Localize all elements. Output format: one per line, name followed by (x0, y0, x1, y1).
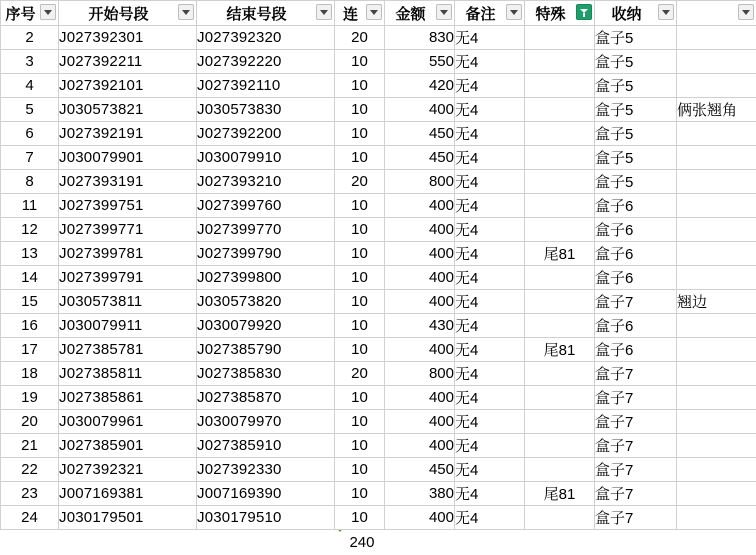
cell-storage[interactable]: 盒子5 (595, 50, 677, 74)
cell-special[interactable] (525, 266, 595, 290)
cell-special[interactable]: 尾81 (525, 242, 595, 266)
cell-seq[interactable]: 19 (1, 386, 59, 410)
cell-note[interactable]: 无4 (455, 434, 525, 458)
cell-count[interactable]: 10 (335, 434, 385, 458)
column-header-9[interactable] (677, 1, 756, 26)
cell-seq[interactable]: 6 (1, 122, 59, 146)
cell-start-range[interactable]: J027392301 (59, 26, 197, 50)
table-row[interactable] (1, 50, 756, 74)
table-row[interactable] (1, 146, 756, 170)
cell-end-range[interactable]: J007169390 (197, 482, 335, 506)
cell-amount[interactable]: 430 (385, 314, 455, 338)
table-row[interactable] (1, 170, 756, 194)
cell-count[interactable]: 10 (335, 146, 385, 170)
chevron-down-icon (320, 10, 328, 15)
cell-seq[interactable]: 20 (1, 410, 59, 434)
cell-special[interactable] (525, 386, 595, 410)
cell-start-range[interactable]: J027393191 (59, 170, 197, 194)
cell-start-range[interactable]: J027392101 (59, 74, 197, 98)
cell-count[interactable]: 10 (335, 506, 385, 530)
cell-count[interactable]: 10 (335, 218, 385, 242)
table-row[interactable] (1, 290, 756, 314)
cell-count[interactable]: 10 (335, 482, 385, 506)
cell-end-range[interactable]: J027393210 (197, 170, 335, 194)
cell-note[interactable]: 无4 (455, 410, 525, 434)
cell-seq[interactable]: 24 (1, 506, 59, 530)
table-row[interactable] (1, 314, 756, 338)
cell-seq[interactable]: 8 (1, 170, 59, 194)
cell-start-range[interactable]: J030079961 (59, 410, 197, 434)
cell-amount[interactable]: 400 (385, 386, 455, 410)
table-row[interactable] (1, 74, 756, 98)
chevron-down-icon (44, 10, 52, 15)
table-row[interactable] (1, 458, 756, 482)
cell-count[interactable]: 10 (335, 242, 385, 266)
cell-extra[interactable] (677, 146, 756, 170)
cell-end-range[interactable]: J027385830 (197, 362, 335, 386)
chevron-down-icon (440, 10, 448, 15)
cell-end-range[interactable]: J030079910 (197, 146, 335, 170)
cell-storage[interactable]: 盒子6 (595, 242, 677, 266)
cell-storage[interactable]: 盒子7 (595, 458, 677, 482)
cell-extra[interactable] (677, 338, 756, 362)
cell-note[interactable]: 无4 (455, 26, 525, 50)
cell-note[interactable]: 无4 (455, 458, 525, 482)
table-row[interactable] (1, 122, 756, 146)
table-body (1, 1, 756, 555)
cell-count[interactable]: 10 (335, 410, 385, 434)
cell-seq[interactable]: 5 (1, 98, 59, 122)
cell-amount[interactable]: 380 (385, 482, 455, 506)
cell-extra[interactable] (677, 26, 756, 50)
cell-storage[interactable]: 盒子5 (595, 26, 677, 50)
cell-start-range[interactable]: J030573811 (59, 290, 197, 314)
filter-dropdown-icon[interactable] (506, 4, 522, 20)
total-count-cell[interactable]: 240 (335, 530, 385, 555)
cell-storage[interactable]: 盒子6 (595, 194, 677, 218)
table-row[interactable] (1, 434, 756, 458)
cell-amount[interactable]: 450 (385, 146, 455, 170)
cell-start-range[interactable]: J027399791 (59, 266, 197, 290)
cell-end-range[interactable]: J027399800 (197, 266, 335, 290)
cell-note[interactable]: 无4 (455, 218, 525, 242)
table-row[interactable] (1, 242, 756, 266)
cell-special[interactable] (525, 506, 595, 530)
cell-start-range[interactable]: J030079901 (59, 146, 197, 170)
cell-note[interactable]: 无4 (455, 74, 525, 98)
cell-end-range[interactable]: J030079920 (197, 314, 335, 338)
column-header-6[interactable] (455, 1, 525, 26)
cell-note[interactable]: 无4 (455, 506, 525, 530)
column-header-label: 开始号段 (88, 3, 148, 24)
cell-count[interactable]: 20 (335, 170, 385, 194)
filter-dropdown-icon[interactable] (658, 4, 674, 20)
cell-special[interactable] (525, 362, 595, 386)
cell-amount[interactable]: 800 (385, 170, 455, 194)
total-row (1, 530, 756, 555)
cell-extra[interactable] (677, 266, 756, 290)
column-header-4[interactable] (335, 1, 385, 26)
filter-dropdown-icon[interactable] (436, 4, 452, 20)
column-header-label: 备注 (465, 3, 495, 24)
cell-count[interactable]: 10 (335, 386, 385, 410)
total-row-empty-cell (59, 530, 197, 555)
cell-amount[interactable]: 420 (385, 74, 455, 98)
cell-special[interactable] (525, 122, 595, 146)
table-row[interactable] (1, 506, 756, 530)
cell-extra[interactable] (677, 362, 756, 386)
cell-special[interactable] (525, 98, 595, 122)
cell-amount[interactable]: 400 (385, 218, 455, 242)
column-header-5[interactable] (385, 1, 455, 26)
cell-extra[interactable] (677, 482, 756, 506)
cell-seq[interactable]: 23 (1, 482, 59, 506)
cell-special[interactable] (525, 194, 595, 218)
column-header-label: 连 (343, 3, 358, 24)
cell-end-range[interactable]: J027399790 (197, 242, 335, 266)
cell-note[interactable]: 无4 (455, 338, 525, 362)
cell-storage[interactable]: 盒子7 (595, 482, 677, 506)
filter-dropdown-icon[interactable] (316, 4, 332, 20)
cell-count[interactable]: 10 (335, 266, 385, 290)
cell-storage[interactable]: 盒子7 (595, 506, 677, 530)
cell-extra[interactable] (677, 434, 756, 458)
cell-extra[interactable] (677, 314, 756, 338)
cell-extra[interactable] (677, 506, 756, 530)
total-row-empty-cell (525, 530, 595, 555)
cell-seq[interactable]: 11 (1, 194, 59, 218)
cell-end-range[interactable]: J030179510 (197, 506, 335, 530)
cell-note[interactable]: 无4 (455, 242, 525, 266)
table-row[interactable] (1, 482, 756, 506)
cell-end-range[interactable]: J027385870 (197, 386, 335, 410)
cell-seq[interactable]: 3 (1, 50, 59, 74)
cell-seq[interactable]: 12 (1, 218, 59, 242)
cell-start-range[interactable]: J027385781 (59, 338, 197, 362)
cell-storage[interactable]: 盒子6 (595, 218, 677, 242)
chevron-down-icon (370, 10, 378, 15)
cell-storage[interactable]: 盒子7 (595, 434, 677, 458)
total-row-empty-cell (455, 530, 525, 555)
filter-dropdown-icon[interactable] (40, 4, 56, 20)
cell-end-range[interactable]: J027392110 (197, 74, 335, 98)
cell-special[interactable] (525, 26, 595, 50)
cell-extra[interactable] (677, 458, 756, 482)
cell-amount[interactable]: 550 (385, 50, 455, 74)
column-header-label: 序号 (5, 3, 35, 24)
cell-end-range[interactable]: J030573820 (197, 290, 335, 314)
cell-end-range[interactable]: J027385790 (197, 338, 335, 362)
cell-end-range[interactable]: J027392220 (197, 50, 335, 74)
table-row[interactable] (1, 26, 756, 50)
table-row[interactable] (1, 98, 756, 122)
cell-note[interactable]: 无4 (455, 50, 525, 74)
column-header-label: 金额 (395, 3, 425, 24)
cell-count[interactable]: 10 (335, 314, 385, 338)
cell-seq[interactable]: 2 (1, 26, 59, 50)
cell-amount[interactable]: 450 (385, 458, 455, 482)
cell-extra[interactable] (677, 194, 756, 218)
cell-start-range[interactable]: J027399751 (59, 194, 197, 218)
table-row[interactable] (1, 266, 756, 290)
cell-storage[interactable]: 盒子6 (595, 338, 677, 362)
cell-end-range[interactable]: J030573830 (197, 98, 335, 122)
filter-dropdown-icon[interactable] (178, 4, 194, 20)
cell-amount[interactable]: 400 (385, 506, 455, 530)
cell-extra[interactable]: 翘边 (677, 290, 756, 314)
cell-storage[interactable]: 盒子6 (595, 266, 677, 290)
cell-extra[interactable] (677, 170, 756, 194)
total-row-empty-cell (1, 530, 59, 555)
column-header-1[interactable] (1, 1, 59, 26)
cell-storage[interactable]: 盒子7 (595, 410, 677, 434)
cell-end-range[interactable]: J027392200 (197, 122, 335, 146)
cell-storage[interactable]: 盒子6 (595, 314, 677, 338)
cell-amount[interactable]: 400 (385, 410, 455, 434)
column-header-2[interactable] (59, 1, 197, 26)
cell-seq[interactable]: 13 (1, 242, 59, 266)
column-header-3[interactable] (197, 1, 335, 26)
cell-amount[interactable]: 450 (385, 122, 455, 146)
cell-start-range[interactable]: J027385811 (59, 362, 197, 386)
cell-start-range[interactable]: J027392191 (59, 122, 197, 146)
cell-special[interactable]: 尾81 (525, 482, 595, 506)
cell-storage[interactable]: 盒子5 (595, 146, 677, 170)
cell-special[interactable] (525, 170, 595, 194)
cell-count[interactable]: 10 (335, 290, 385, 314)
chevron-down-icon (662, 10, 670, 15)
cell-start-range[interactable]: J027385861 (59, 386, 197, 410)
table-row[interactable] (1, 410, 756, 434)
cell-special[interactable] (525, 290, 595, 314)
cell-end-range[interactable]: J030079970 (197, 410, 335, 434)
cell-start-range[interactable]: J030079911 (59, 314, 197, 338)
cell-seq[interactable]: 17 (1, 338, 59, 362)
cell-end-range[interactable]: J027399770 (197, 218, 335, 242)
cell-extra[interactable] (677, 50, 756, 74)
cell-count[interactable]: 10 (335, 74, 385, 98)
cell-seq[interactable]: 15 (1, 290, 59, 314)
cell-seq[interactable]: 7 (1, 146, 59, 170)
cell-amount[interactable]: 400 (385, 194, 455, 218)
table-row[interactable] (1, 362, 756, 386)
column-header-label: 特殊 (535, 3, 565, 24)
cell-count[interactable]: 20 (335, 362, 385, 386)
filter-dropdown-icon[interactable] (366, 4, 382, 20)
cell-end-range[interactable]: J027392320 (197, 26, 335, 50)
cell-start-range[interactable]: J030179501 (59, 506, 197, 530)
cell-special[interactable] (525, 458, 595, 482)
cell-extra[interactable]: 俩张翘角 (677, 98, 756, 122)
cell-storage[interactable]: 盒子5 (595, 98, 677, 122)
column-header-label: 收纳 (611, 3, 641, 24)
cell-start-range[interactable]: J030573821 (59, 98, 197, 122)
total-row-empty-cell (197, 530, 335, 555)
cell-seq[interactable]: 4 (1, 74, 59, 98)
funnel-icon (580, 8, 589, 17)
cell-note[interactable]: 无4 (455, 482, 525, 506)
cell-note[interactable]: 无4 (455, 146, 525, 170)
cell-storage[interactable]: 盒子7 (595, 386, 677, 410)
table-row[interactable] (1, 386, 756, 410)
cell-end-range[interactable]: J027385910 (197, 434, 335, 458)
cell-note[interactable]: 无4 (455, 170, 525, 194)
cell-start-range[interactable]: J027392211 (59, 50, 197, 74)
cell-start-range[interactable]: J027385901 (59, 434, 197, 458)
cell-count[interactable]: 20 (335, 26, 385, 50)
cell-note[interactable]: 无4 (455, 122, 525, 146)
cell-note[interactable]: 无4 (455, 290, 525, 314)
cell-count[interactable]: 10 (335, 98, 385, 122)
table-row[interactable] (1, 218, 756, 242)
table-row[interactable] (1, 338, 756, 362)
cell-amount[interactable]: 800 (385, 362, 455, 386)
column-header-label: 结束号段 (226, 3, 286, 24)
total-row-empty-cell (385, 530, 455, 555)
cell-extra[interactable] (677, 74, 756, 98)
cell-seq[interactable]: 14 (1, 266, 59, 290)
cell-extra[interactable] (677, 242, 756, 266)
cell-special[interactable] (525, 74, 595, 98)
cell-amount[interactable]: 400 (385, 290, 455, 314)
cell-note[interactable]: 无4 (455, 362, 525, 386)
filter-active-icon[interactable] (576, 4, 592, 20)
cell-special[interactable] (525, 218, 595, 242)
cell-start-range[interactable]: J027392321 (59, 458, 197, 482)
cell-count[interactable]: 10 (335, 50, 385, 74)
column-header-8[interactable] (595, 1, 677, 26)
cell-count[interactable]: 10 (335, 122, 385, 146)
cell-special[interactable]: 尾81 (525, 338, 595, 362)
cell-extra[interactable] (677, 386, 756, 410)
cell-note[interactable]: 无4 (455, 314, 525, 338)
cell-start-range[interactable]: J007169381 (59, 482, 197, 506)
cell-storage[interactable]: 盒子5 (595, 74, 677, 98)
cell-note[interactable]: 无4 (455, 194, 525, 218)
cell-seq[interactable]: 16 (1, 314, 59, 338)
cell-seq[interactable]: 21 (1, 434, 59, 458)
cell-special[interactable] (525, 146, 595, 170)
chevron-down-icon (510, 10, 518, 15)
column-header-7[interactable] (525, 1, 595, 26)
cell-amount[interactable]: 400 (385, 242, 455, 266)
cell-count[interactable]: 10 (335, 194, 385, 218)
cell-special[interactable] (525, 314, 595, 338)
cell-end-range[interactable]: J027399760 (197, 194, 335, 218)
cell-storage[interactable]: 盒子7 (595, 362, 677, 386)
cell-seq[interactable]: 18 (1, 362, 59, 386)
cell-count[interactable]: 10 (335, 338, 385, 362)
cell-storage[interactable]: 盒子5 (595, 122, 677, 146)
cell-extra[interactable] (677, 122, 756, 146)
cell-amount[interactable]: 830 (385, 26, 455, 50)
cell-count[interactable]: 10 (335, 458, 385, 482)
chevron-down-icon (742, 10, 750, 15)
filter-dropdown-icon[interactable] (738, 4, 754, 20)
cell-amount[interactable]: 400 (385, 434, 455, 458)
cell-special[interactable] (525, 50, 595, 74)
cell-amount[interactable]: 400 (385, 338, 455, 362)
cell-seq[interactable]: 22 (1, 458, 59, 482)
cell-note[interactable]: 无4 (455, 266, 525, 290)
cell-note[interactable]: 无4 (455, 386, 525, 410)
total-row-empty-cell (677, 530, 756, 555)
table-row[interactable] (1, 194, 756, 218)
cell-comment-marker-icon (335, 530, 345, 533)
cell-note[interactable]: 无4 (455, 98, 525, 122)
cell-storage[interactable]: 盒子5 (595, 170, 677, 194)
cell-extra[interactable] (677, 410, 756, 434)
cell-start-range[interactable]: J027399771 (59, 218, 197, 242)
table-header-row (1, 1, 756, 26)
cell-special[interactable] (525, 434, 595, 458)
cell-extra[interactable] (677, 218, 756, 242)
cell-amount[interactable]: 400 (385, 98, 455, 122)
cell-special[interactable] (525, 410, 595, 434)
cell-start-range[interactable]: J027399781 (59, 242, 197, 266)
cell-storage[interactable]: 盒子7 (595, 290, 677, 314)
cell-end-range[interactable]: J027392330 (197, 458, 335, 482)
chevron-down-icon (182, 10, 190, 15)
total-row-empty-cell (595, 530, 677, 555)
cell-amount[interactable]: 400 (385, 266, 455, 290)
